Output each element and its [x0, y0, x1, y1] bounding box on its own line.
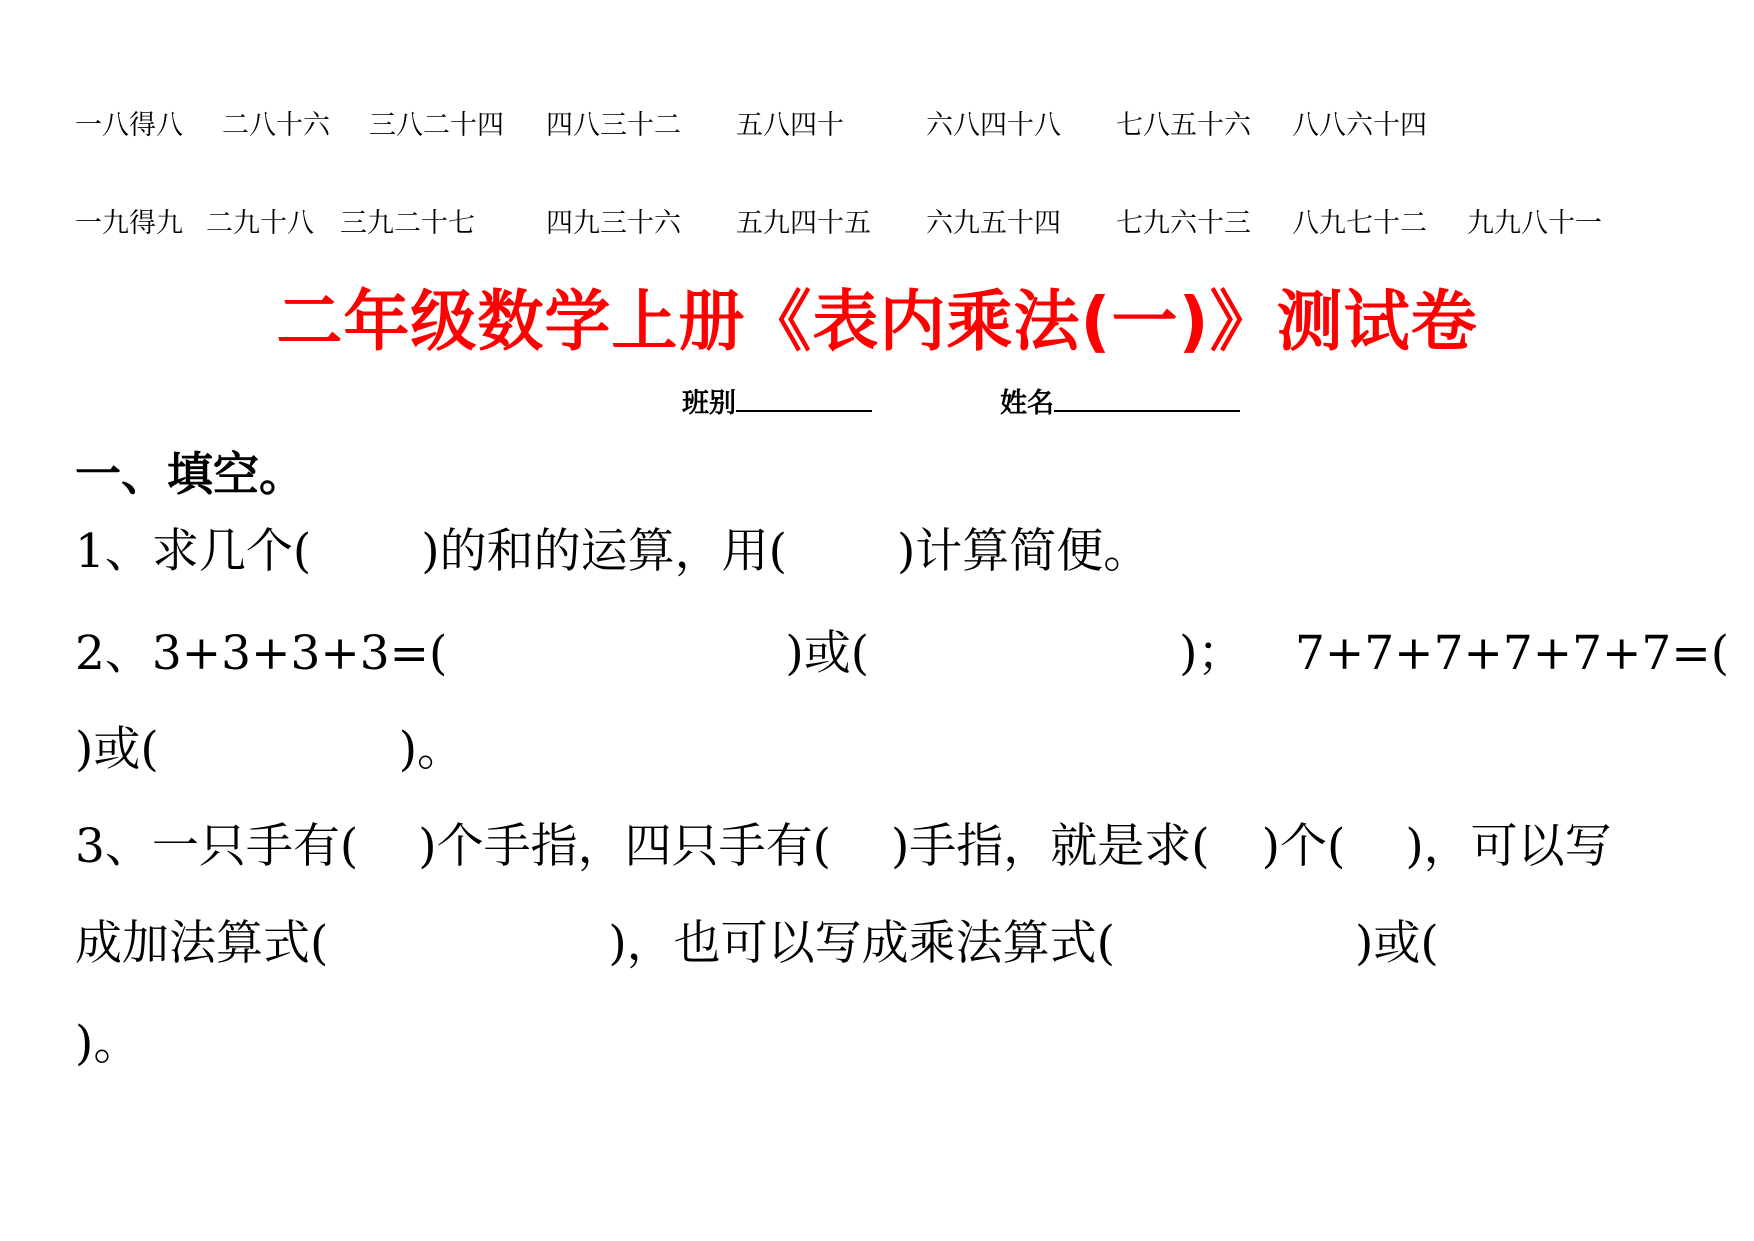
rhyme-item: 六八四十八	[926, 110, 1061, 141]
rhyme-item: 八八六十四	[1292, 110, 1427, 141]
rhyme-item: 二九十八	[206, 208, 314, 239]
q3-text-c: )手指，就是求(	[890, 819, 1210, 874]
q2-text-f: )。	[398, 722, 465, 777]
name-blank[interactable]	[1054, 384, 1240, 412]
rhyme-item: 一八得八	[75, 110, 183, 141]
class-label: 班别	[682, 388, 736, 419]
class-field	[682, 384, 872, 424]
q3-text-b: )个手指，四只手有(	[418, 819, 831, 874]
rhyme-item: 八九七十二	[1292, 208, 1427, 239]
rhyme-item: 四八三十二	[546, 110, 681, 141]
section-heading: 一、填空。	[75, 447, 305, 501]
name-label: 姓名	[1000, 388, 1054, 419]
rhyme-item: 六九五十四	[926, 208, 1061, 239]
question-3-continued	[75, 912, 1439, 976]
rhyme-row-9	[0, 204, 1754, 244]
rhyme-item: 九九八十一	[1467, 208, 1602, 239]
rhyme-item: 五八四十	[736, 110, 844, 141]
q2-text-c: )；	[1179, 626, 1245, 681]
q3-text-d: )个(	[1261, 819, 1346, 874]
question-2	[75, 622, 1244, 686]
rhyme-item: 五九四十五	[736, 208, 871, 239]
q3-text-f: 成加法算式(	[75, 916, 329, 971]
q3-text-g: )，也可以写成乘法算式(	[608, 916, 1116, 971]
rhyme-item: 七九六十三	[1116, 208, 1251, 239]
class-blank[interactable]	[736, 384, 872, 412]
question-2-part-b	[1295, 622, 1729, 686]
q3-text-e: )，可以写	[1405, 819, 1612, 874]
q2-text-a: 2、3+3+3+3=(	[75, 626, 448, 681]
q3-text-h: )或(	[1355, 916, 1439, 971]
q1-text-a: 1、求几个(	[75, 524, 312, 579]
rhyme-item: 三九二十七	[340, 208, 475, 239]
q3-text-a: 3、一只手有(	[75, 819, 359, 874]
rhyme-item: 一九得九	[75, 208, 183, 239]
q1-text-c: )计算简便。	[896, 524, 1151, 579]
page-title: 二年级数学上册《表内乘法(一)》测试卷	[276, 283, 1478, 360]
question-1	[75, 520, 1150, 584]
question-3-end	[75, 1012, 140, 1076]
q2-text-e: )或(	[75, 722, 159, 777]
q3-text-i: )。	[75, 1016, 141, 1071]
question-2-continued	[75, 718, 464, 782]
rhyme-item: 二八十六	[222, 110, 330, 141]
q1-text-b: )的和的运算，用(	[421, 524, 787, 579]
question-3	[75, 815, 1612, 879]
q2-text-b: )或(	[785, 626, 870, 681]
rhyme-item: 四九三十六	[546, 208, 681, 239]
name-field	[1000, 384, 1240, 424]
q2-text-d: 7+7+7+7+7+7=(	[1295, 626, 1730, 681]
rhyme-row-8	[0, 106, 1754, 146]
rhyme-item: 七八五十六	[1116, 110, 1251, 141]
rhyme-item: 三八二十四	[369, 110, 504, 141]
